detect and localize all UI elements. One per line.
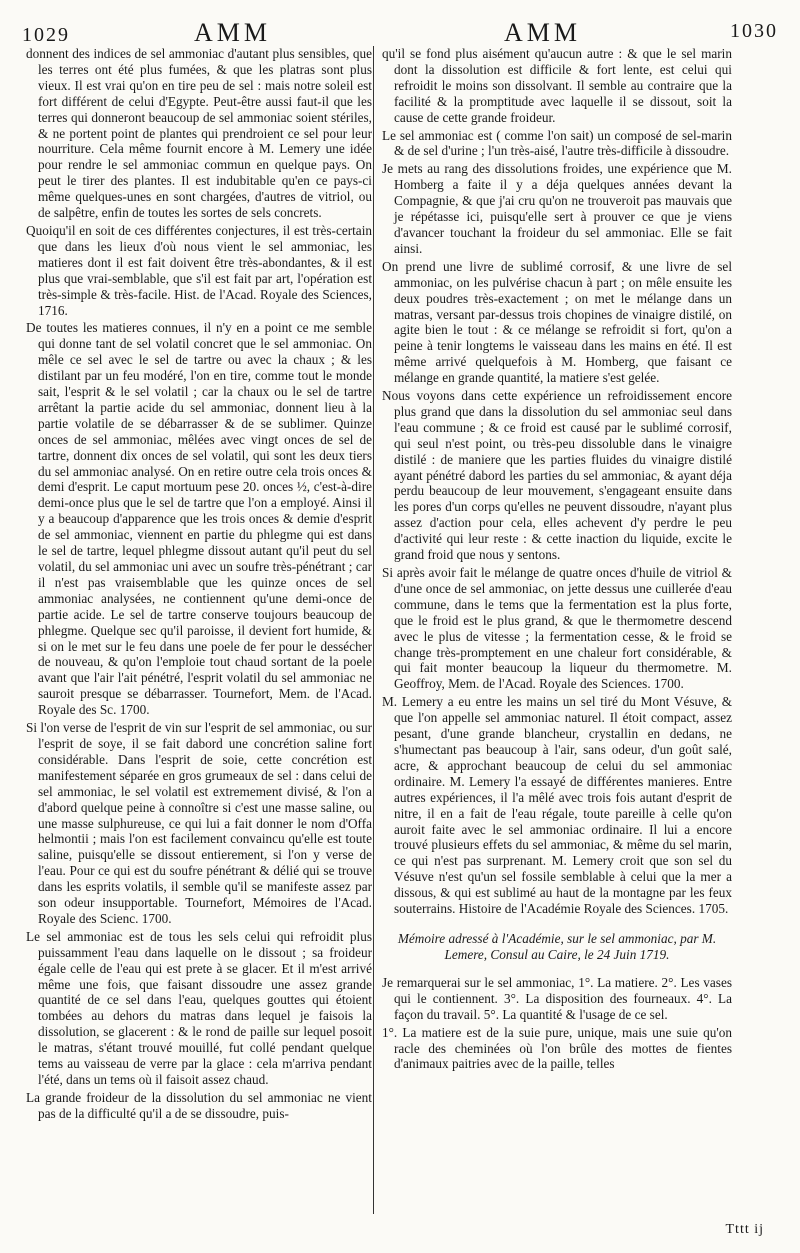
paragraph: Si l'on verse de l'esprit de vin sur l'esprit de sel ammoniac, ou sur l'esprit de soye, il se fait dabord une concrétion saline fort considérable. Dans l'esprit de soie, cette concrétion est manifestement séparée en gros grumeaux de sel : dans celui de sel ammoniac, le sel volatil est extremement divisé, & l'on a d'abord quelque peine à connoître si c'est une masse saline, ou une masse sulphureuse, ce qui lui a fait donner le nom d'Offa helmontii ; mais l'on est facilement convaincu qu'elle est toute saline, puisqu'elle se dissout entierement, si l'on y verse de l'eau. Pour ce qui est du soufre pénétrant & délié qui se trouve dans les esprits volatils, il semble qu'il se manifeste assez par son odeur insupportable. Tournefort, Mémoires de l'Acad. Royale des Scienc. 1700. (26, 720, 372, 926)
paragraph: M. Lemery a eu entre les mains un sel tiré du Mont Vésuve, & que l'on appelle sel ammoniac naturel. Il étoit compact, assez pesant, d'une grande blancheur, crystallin en dedans, ne s'humectant pas beaucoup à l'air, sans odeur, d'un goût salé, acre, & approchant beaucoup de celui du sel ammoniac ordinaire. M. Lemery l'a essayé de différentes manieres. Entre autres expériences, il l'a mêlé avec trois fois autant d'esprit de nitre, il en a fait de l'eau régale, toute pareille à celle qu'on auroit faite avec le sel ammoniac ordinaire. Il lui a encore trouvé plusieurs effets du sel ammoniac, & même du sel marin, ce qui n'est pas surprenant. M. Lemery croit que son sel du Vésuve n'est qu'un sel fossile semblable à celui que la mer a dissous, & qui est sublimé au haut de la montagne par les feux souterrains. Histoire de l'Académie Royale des Sciences. 1705. (382, 694, 732, 917)
page-number-right: 1030 (730, 20, 778, 42)
page-number-left: 1029 (22, 24, 70, 46)
paragraph: Si après avoir fait le mélange de quatre onces d'huile de vitriol & d'une once de sel ammoniac, on jette dessus une cuillerée d'eau commune, dans le tems que la fermentation est la plus forte, que le froid est le plus grand, & que le thermometre descend avec le plus de vitesse ; la fermentation cesse, & le froid se change très-promptement en une chaleur fort considérable, & qui fait monter beaucoup la liqueur du thermometre. M. Geoffroy, Mem. de l'Acad. Royale des Sciences. 1700. (382, 565, 732, 692)
running-title-right: AMM (504, 18, 582, 47)
paragraph: On prend une livre de sublimé corrosif, & une livre de sel ammoniac, on les pulvérise chacun à part ; on mêle ensuite les deux poudres très-exactement ; on met le mélange dans un matras, versant par-dessus trois chopines de vinaigre distilé, on agite bien le tout : & ce mélange se refroidit si fort, qu'on a peine à tenir longtems le vaisseau dans les mains en été. Il est même arrivé quelquefois à M. Homberg, que faisant ce mélange en grande quantité, la matiere s'est gelée. (382, 258, 732, 386)
paragraph: qu'il se fond plus aisément qu'aucun autre : & que le sel marin dont la dissolution est difficile & fort lente, est celui qui refroidit le moins son dissolvant. Il semble au contraire que la facilité & la promptitude avec laquelle il se dissout, soit la cause de cette grande froideur. (382, 46, 732, 125)
column-divider (373, 46, 374, 1214)
paragraph: De toutes les matieres connues, il n'y en a point ce me semble qui donne tant de sel volatil concret que le sel ammoniac. On mêle ce sel avec le sel de tartre ou avec la chaux ; & les distilant par un feu modéré, l'on en tire, comme tout le monde sait, l'esprit & le sel volatil ; car la chaux ou le sel de tartre arrêtant la partie acide du sel ammoniac, donnent lieu à la partie volatile de se débarrasser & de se sublimer. Quinze onces de sel ammoniac, mêlées avec vingt onces de sel de tartre, donnent dix onces de sel volatil, qui sont les deux tiers du sel ammoniac analysé. On en retire outre cela trois onces & demi d'esprit. Le caput mortuum pese 20. onces ½, c'est-à-dire demi-once plus que le sel de tartre que l'on a employé. Ainsi il y a beaucoup d'apparence que les trois onces & demie d'esprit de sel ammoniac, viennent en partie du phlegme qui est dans le sel de tartre, lequel phlegme dissout autant qu'il peut du sel volatil, du sel ammoniac uni avec un soufre très-pénétrant ; car il n'est pas vraisemblable que les quinze onces de sel ammoniac analysées, ne contiennent qu'une demi-once de partie acide. Le sel de tartre conserve toujours beaucoup de phlegme. Quelque sec qu'il paroisse, il devient fort humide, & si on le met sur le feu dans une poele de fer pour le dessécher de nouveau, & qu'on l'emploie tout chaud sortant de la poele avant que l'air l'ait pénétré, l'esprit volatil du sel ammoniac ne sauroit presque se débarrasser. Tournefort, Mem. de l'Acad. Royale des Sc. 1700. (26, 320, 372, 718)
signature-mark: Tttt ij (725, 1222, 764, 1237)
paragraph: Nous voyons dans cette expérience un refroidissement encore plus grand que dans la dissolution du sel ammoniac seul dans l'eau commune ; & ce froid est causé par le sublimé corrosif, qui seul n'est point, ou très-peu dissoluble dans le vinaigre distilé : de maniere que les parties fluides du vinaigre distilé ayant pénétré dabord les parties du sel ammoniac, & ayant déja perdu beaucoup de leur mouvement, s'engageant ensuite dans les pores d'un corps qu'elles ne peuvent dissoudre, n'ayant plus assez d'action pour cela, elles achevent d'y perdre le peu d'activité qui leur reste : & cette inaction du liquide, excite le grand froid que nous y sentons. (382, 388, 732, 563)
paragraph: donnent des indices de sel ammoniac d'autant plus sensibles, que les terres ont été plus fumées, & que les platras sont plus vieux. Il est vrai qu'on en tire peu de sel : mais notre soleil est fort différent de celui d'Egypte. Peut-être aussi faut-il que les terres qui donneront beaucoup de sel ammoniac soient stériles, & ne portent point de plantes qui prendroient ce sel pour leur nourriture. Cela même fournit encore à M. Lemery une idée pour rendre le sel ammoniac commun en quelque pays. On peut le tirer des plantes. Il est indubitable qu'en ce pays-ci même quelques-unes en sont chargées, d'autres de vitriol, ou de salpêtre, enfin de toutes les sortes de sels concrets. (26, 46, 372, 221)
left-column (26, 46, 372, 1124)
paragraph: Le sel ammoniac est de tous les sels celui qui refroidit plus puissamment l'eau dans laquelle on le dissout ; sa froideur égale celle de l'eau qui est prete à se glacer. Et il m'est arrivé même une fois, que faisant dissoudre une assez grande quantité de ce sel dans l'eau, quelques gouttes qui étoient tombées au dehors du matras dans lequel je faisois la dissolution, se glacerent : & le rond de paille sur lequel posoit le matras, s'étant trouvé mouillé, fut collé pendant quelque tems au vaisseau de verre par la glace : cela m'arriva pendant l'été, dans un tems où il faisoit assez chaud. (26, 928, 372, 1087)
paragraph: 1°. La matiere est de la suie pure, unique, mais une suie qu'on racle des cheminées où l'on brûle des mottes de fientes d'animaux paitries avec de la paille, telles (382, 1024, 732, 1072)
paragraph: La grande froideur de la dissolution du sel ammoniac ne vient pas de la difficulté qu'il a de se dissoudre, puis- (26, 1089, 372, 1121)
running-header (18, 6, 782, 47)
paragraph: Je remarquerai sur le sel ammoniac, 1°. La matiere. 2°. Les vases qui le contiennent. 3°. La disposition des fourneaux. 4°. La façon du travail. 5°. La quantité & l'usage de ce sel. (382, 974, 732, 1022)
paragraph: Le sel ammoniac est ( comme l'on sait) un composé de sel-marin & de sel d'urine ; l'un très-aisé, l'autre très-difficile à dissoudre. (382, 127, 732, 159)
paragraph: Quoiqu'il en soit de ces différentes conjectures, il est très-certain que dans les lieux d'où nous vient le sel ammoniac, les matieres dont il est fait doivent être très-abondantes, & il est plus que vrai-semblable, que s'il est fait par art, l'opération est très-simple & très-facile. Hist. de l'Acad. Royale des Sciences, 1716. (26, 222, 372, 318)
paragraph: Je mets au rang des dissolutions froides, une expérience que M. Homberg a faite il y a déja quelques années devant la Compagnie, & que j'ai cru qu'on ne trouveroit pas mauvais que je répétasse ici, puisqu'elle sert à prouver ce que je viens d'avancer touchant la froideur du sel ammoniac. Elle se fait ainsi. (382, 161, 732, 256)
right-column (382, 46, 732, 1074)
running-title-left: AMM (194, 18, 272, 47)
memoire-title: Mémoire adressé à l'Académie, sur le sel ammoniac, par M. Lemere, Consul au Caire, le 24 Juin 1719. (397, 930, 717, 962)
